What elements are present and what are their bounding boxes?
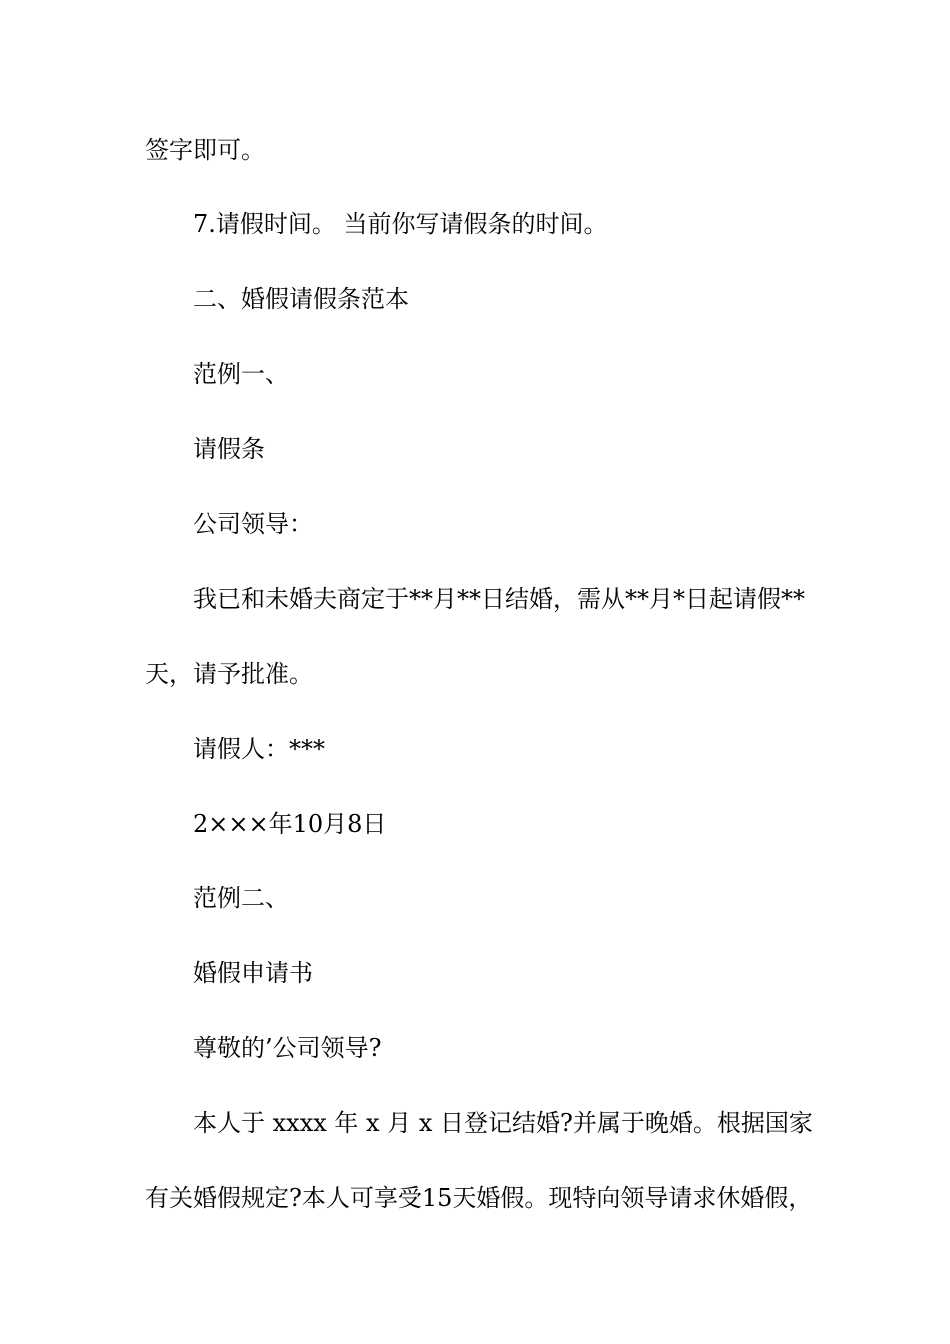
example-heading: 范例一、: [193, 360, 289, 388]
example-heading: 范例二、: [193, 884, 289, 912]
date-line: 2×××年10月8日: [193, 810, 387, 838]
salutation: 尊敬的’公司领导?: [193, 1034, 382, 1062]
body-paragraph: 本人于 xxxx 年 x 月 x 日登记结婚?并属于晚婚。根据国家: [193, 1109, 813, 1137]
body-paragraph-continued: 有关婚假规定?本人可享受15天婚假。现特向领导请求休婚假，: [145, 1184, 813, 1212]
salutation: 公司领导：: [193, 510, 313, 538]
body-paragraph-continued: 天，请予批准。: [145, 660, 313, 688]
applicant-signature: 请假人：***: [193, 735, 325, 763]
note-title: 婚假申请书: [193, 959, 313, 987]
section-heading: 二、婚假请假条范本: [193, 285, 409, 313]
text-line: 7.请假时间。 当前你写请假条的时间。: [193, 210, 608, 238]
body-paragraph: 我已和未婚夫商定于**月**日结婚，需从**月*日起请假**: [193, 585, 805, 613]
note-title: 请假条: [193, 435, 265, 463]
text-line: 签字即可。: [145, 136, 265, 164]
